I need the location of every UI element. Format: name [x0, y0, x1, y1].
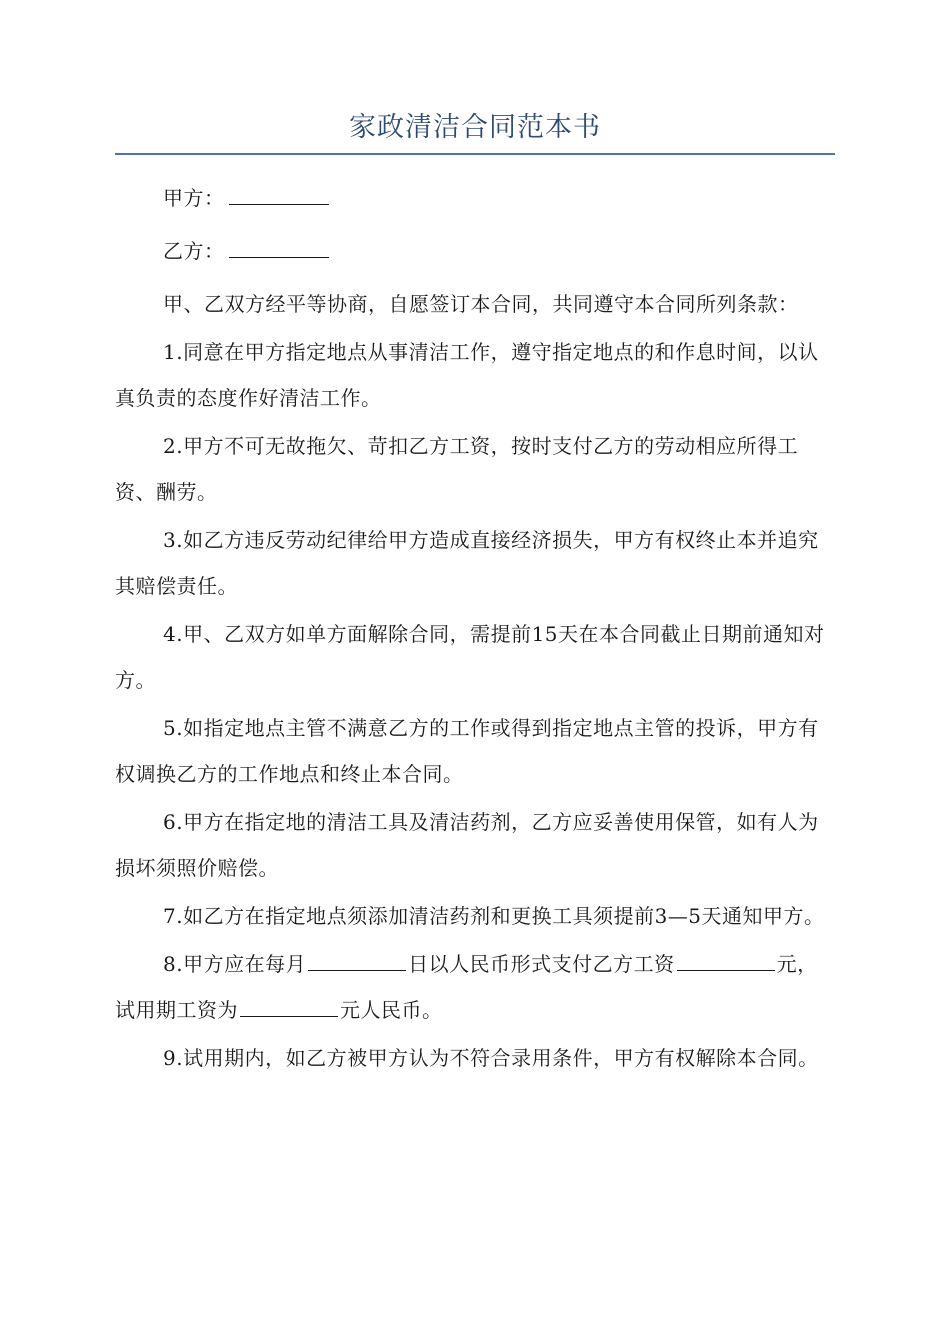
clause-1: 1.同意在甲方指定地点从事清洁工作，遵守指定地点的和作息时间，以认真负责的态度作好清洁工作。: [115, 340, 819, 410]
clause-2: 2.甲方不可无故拖欠、苛扣乙方工资，按时支付乙方的劳动相应所得工资、酬劳。: [115, 434, 799, 504]
clause-3: 3.如乙方违反劳动纪律给甲方造成直接经济损失，甲方有权终止本并追究其赔偿责任。: [115, 528, 819, 598]
party-a-line: [115, 175, 835, 221]
clause-6: 6.甲方在指定地的清洁工具及清洁药剂，乙方应妥善使用保管，如有人为损坏须照价赔偿。: [115, 810, 819, 880]
title-underline: [115, 153, 835, 155]
clause-8-part4: 元人民币。: [340, 998, 443, 1022]
party-b-label: 乙方：: [163, 239, 225, 263]
clause-8-part2: 日以人民币形式支付乙方工资: [408, 952, 675, 976]
document-title: 家政清洁合同范本书: [349, 112, 601, 143]
clause-7: 7.如乙方在指定地点须添加清洁药剂和更换工具须提前3—5天通知甲方。: [163, 904, 825, 928]
clause-9: 9.试用期内，如乙方被甲方认为不符合录用条件，甲方有权解除本合同。: [163, 1046, 819, 1070]
party-a-label: 甲方：: [163, 186, 225, 210]
party-b-line: [115, 228, 835, 274]
clause-8-part3: 元，试用期工资为: [115, 952, 818, 1022]
intro-paragraph: 甲、乙双方经平等协商，自愿签订本合同，共同遵守本合同所列条款：: [163, 292, 799, 316]
salary-blank: [677, 950, 775, 971]
party-b-blank: [229, 237, 329, 258]
document-body: [115, 175, 835, 1083]
clause-8-part1: 8.甲方应在每月: [163, 952, 307, 976]
clause-4: 4.甲、乙双方如单方面解除合同，需提前15天在本合同截止日期前通知对方。: [115, 622, 825, 692]
payday-blank: [308, 950, 406, 971]
clause-5: 5.如指定地点主管不满意乙方的工作或得到指定地点主管的投诉，甲方有权调换乙方的工作地点和终止本合同。: [115, 716, 819, 786]
clause-8: [115, 941, 835, 1033]
party-a-blank: [229, 184, 329, 205]
trial-salary-blank: [240, 996, 338, 1017]
